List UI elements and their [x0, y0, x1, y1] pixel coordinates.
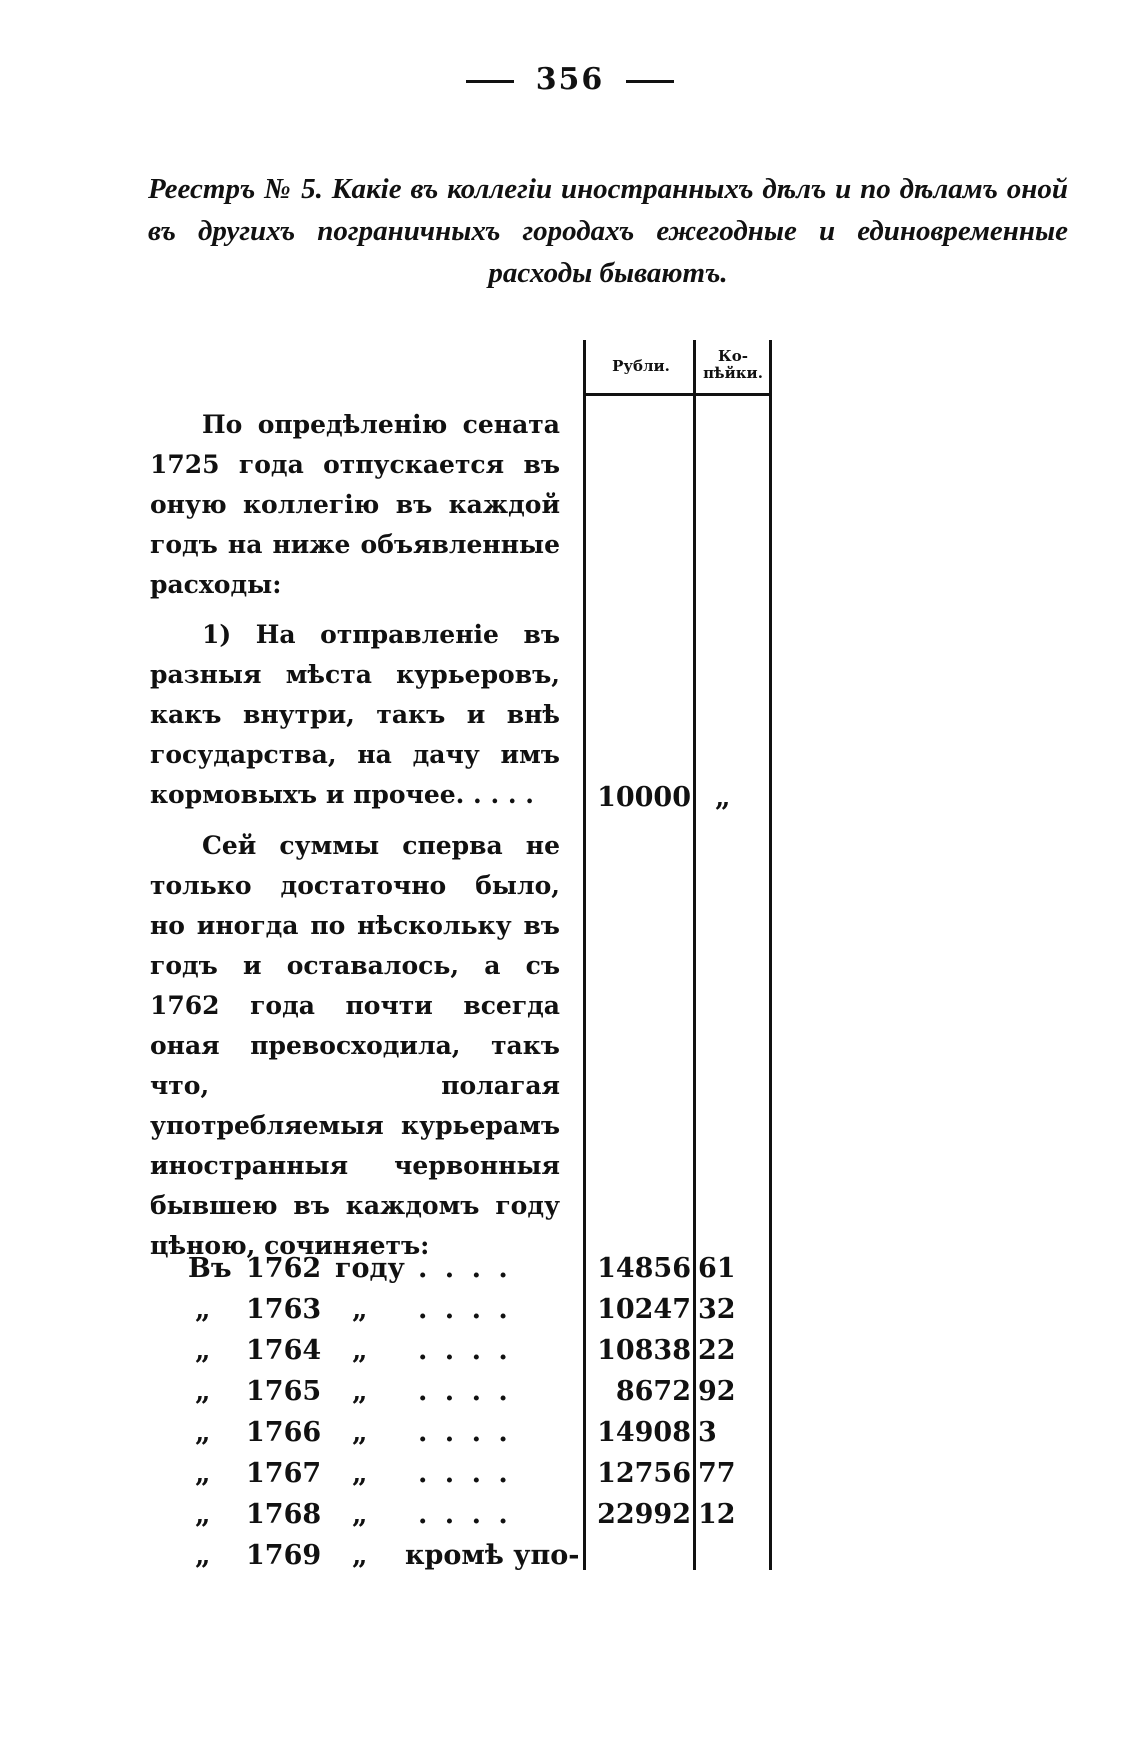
- paragraph-sum-note: Сей суммы сперва не только достаточно было, но иногда по нѣскольку въ годъ и оставалось, а съ 1762 года почти всегда оная превосходила, такъ что, полагая употребляемыя курьерамъ иностранныя червонныя бывшею въ каждомъ году цѣною, сочиняетъ:: [150, 831, 560, 1260]
- rule-right: [769, 340, 772, 1570]
- paragraph-couriers: 1) На отправленіе въ разныя мѣста курьеровъ, какъ внутри, такъ и внѣ государства, на дачу имъ кормовыхъ и прочее. . . . .: [150, 620, 560, 809]
- kopecks-header: Ко- пѣйки.: [703, 347, 763, 382]
- rule-middle: [693, 340, 696, 1570]
- couriers-rubles: 10000: [597, 782, 691, 813]
- paragraph-senate: По опредѣленію сената 1725 года отпускается въ оную коллегію въ каждой годъ на ниже объявленные расходы:: [150, 410, 560, 599]
- register-title: Реестръ № 5. Какіе въ коллегіи иностранныхъ дѣлъ и по дѣламъ оной въ другихъ пограничныхъ городахъ ежегодные и единовременные расходы бываютъ.: [148, 173, 1068, 289]
- dash-left: [466, 80, 514, 83]
- header-rule: [583, 393, 772, 396]
- rubles-header: Рубли.: [612, 357, 670, 375]
- dash-right: [626, 80, 674, 83]
- page-number: 356: [0, 62, 1140, 97]
- couriers-kopecks: „: [715, 782, 731, 813]
